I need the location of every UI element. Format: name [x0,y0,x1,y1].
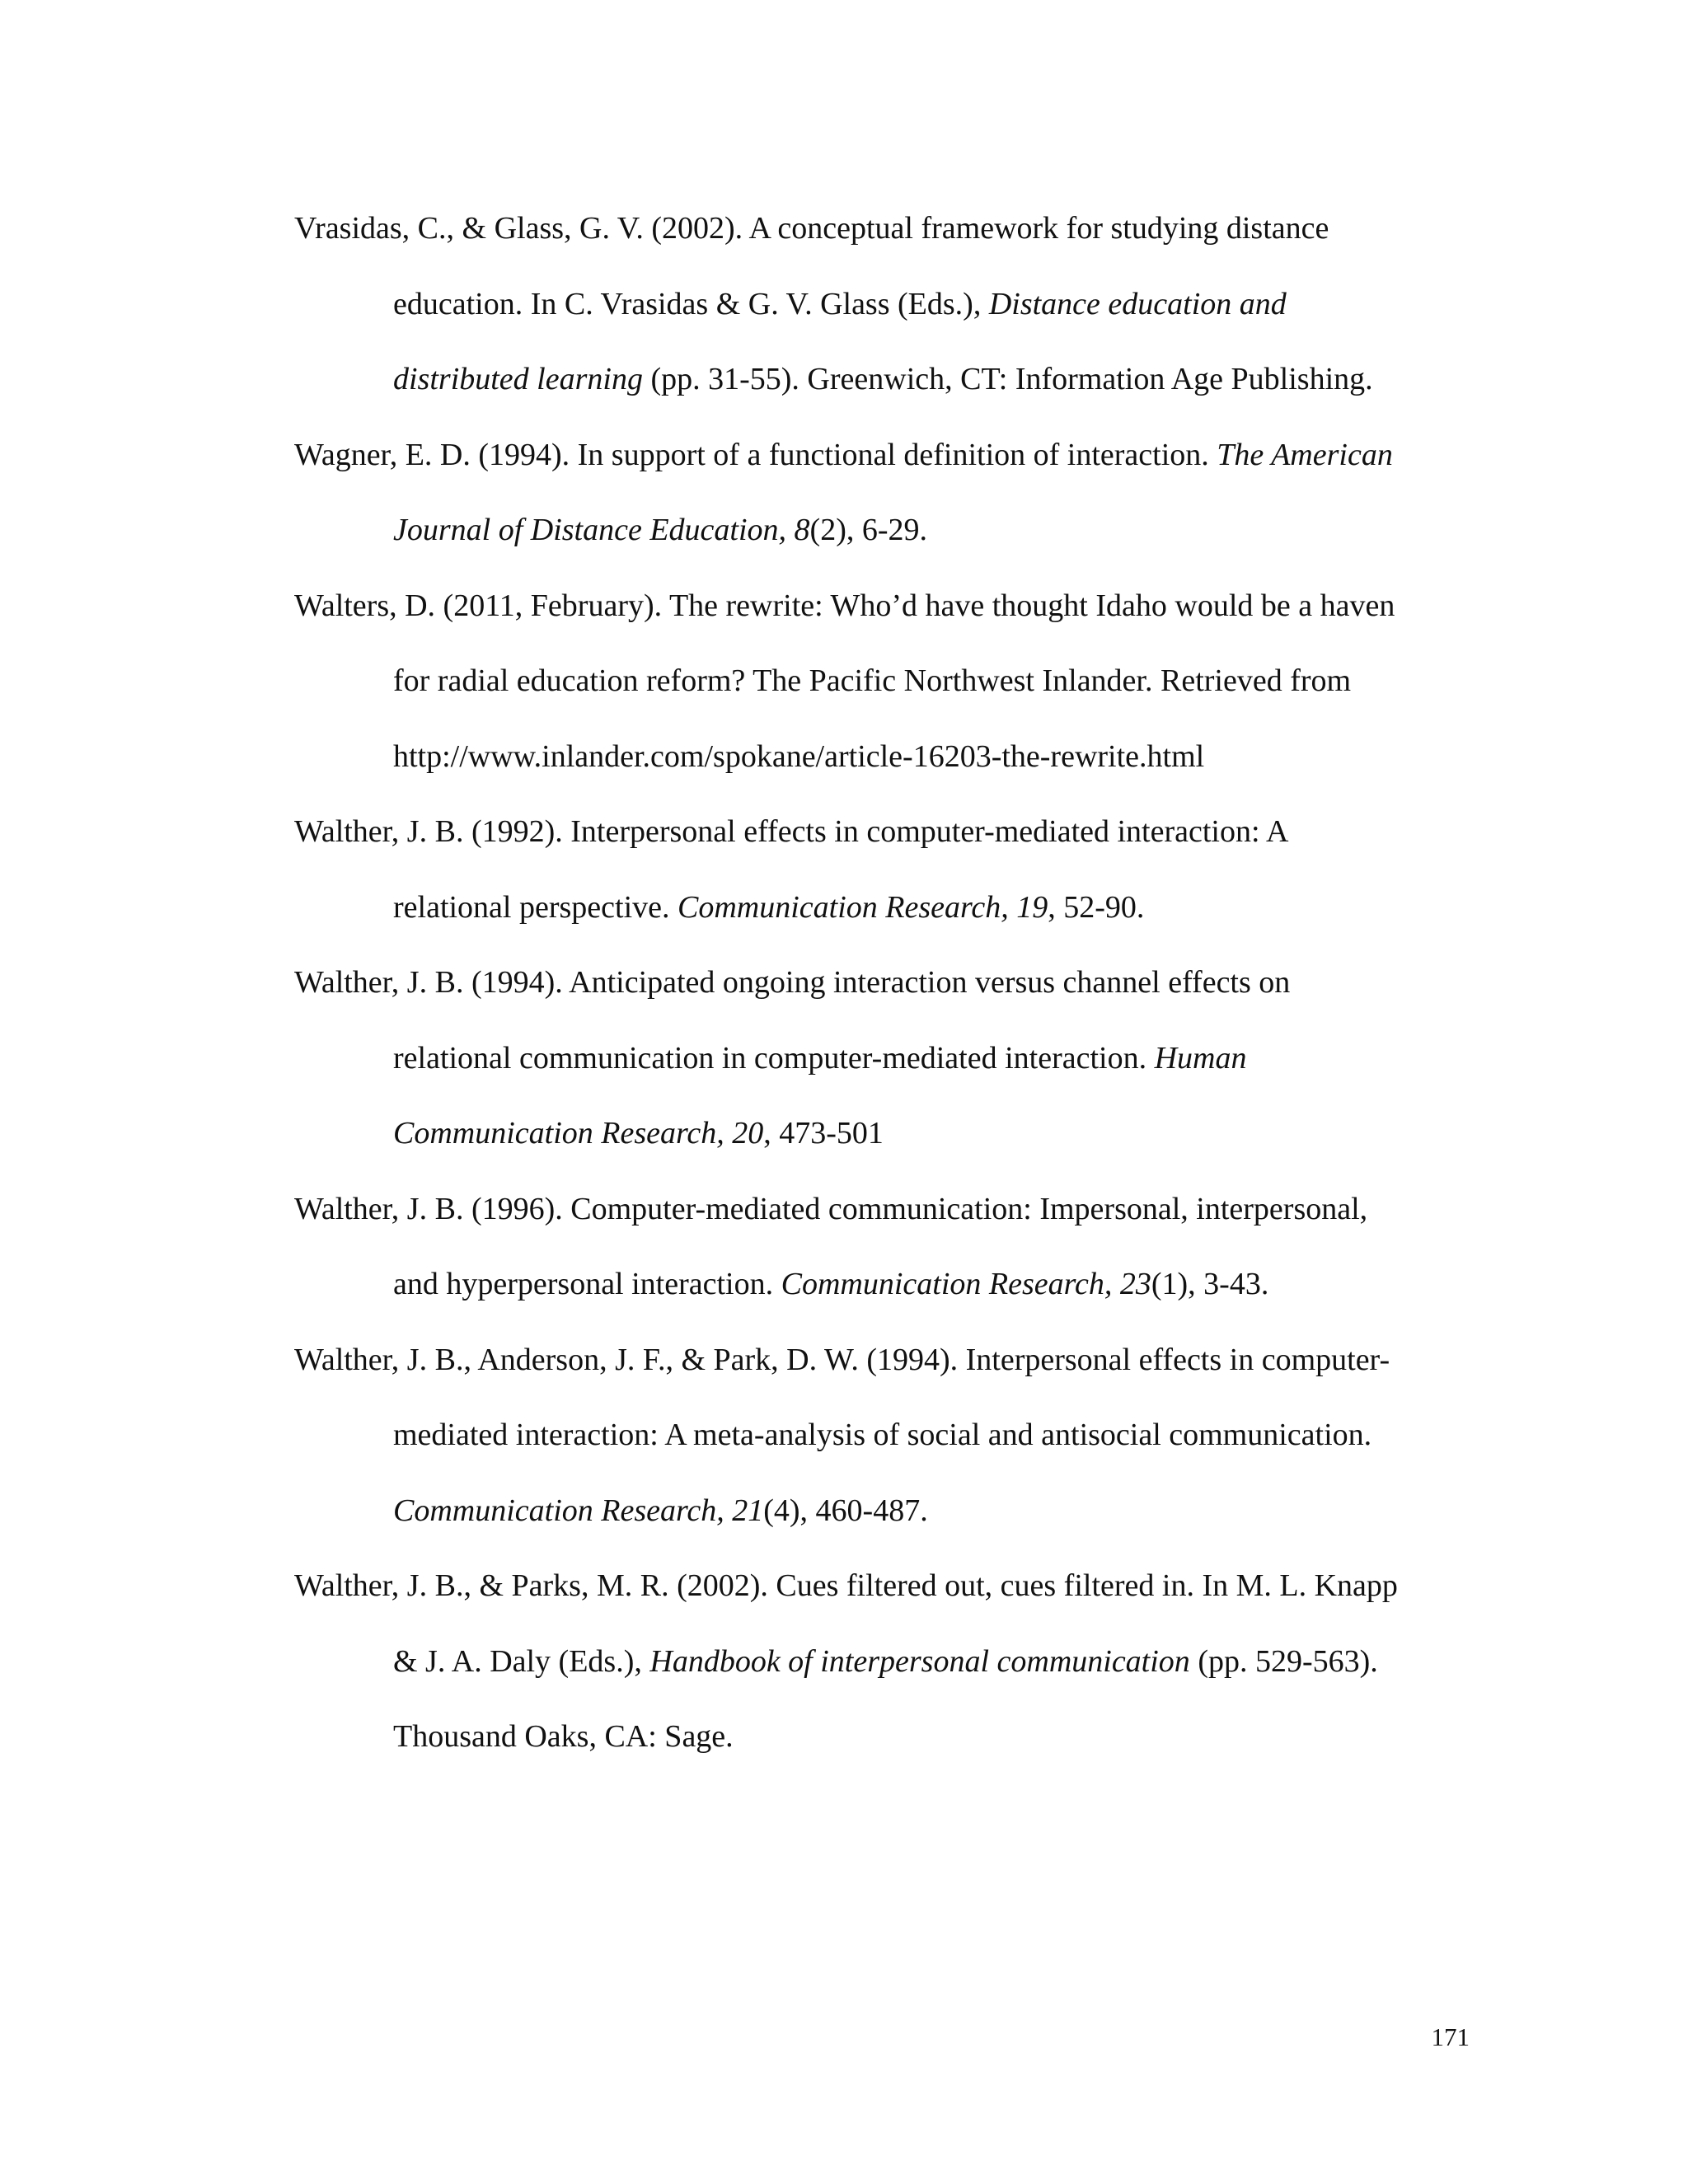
reference-text: education. In C. Vrasidas & G. V. Glass (Eds.), [393,286,989,321]
reference-italic-text: Human [1154,1040,1247,1076]
reference-italic-text: Journal of Distance Education, 8 [393,513,810,547]
reference-text: & J. A. Daly (Eds.), [393,1643,650,1679]
reference-text: Thousand Oaks, CA: Sage. [393,1719,734,1754]
reference-entry [294,945,1448,1172]
reference-entry [294,191,1448,418]
reference-italic-text: Handbook of interpersonal communication [649,1643,1190,1679]
reference-italic-text: Communication Research, 19 [678,889,1048,925]
reference-text: , 473-501 [763,1116,884,1151]
reference-entry [294,1549,1448,1775]
reference-text: Walters, D. (2011, February). The rewrite: Who’d have thought Idaho would be a haven [294,588,1395,623]
reference-text: Walther, J. B. (1994). Anticipated ongoing interaction versus channel effects on [294,965,1291,1000]
reference-entry [294,418,1448,569]
reference-text: relational perspective. [393,889,678,925]
reference-italic-text: Communication Research, 21 [393,1493,764,1528]
reference-entry [294,794,1448,945]
reference-text: Wagner, E. D. (1994). In support of a functional definition of interaction. [294,437,1217,472]
reference-italic-text: Communication Research, 20 [393,1116,764,1151]
reference-text: (2), 6-29. [809,513,928,547]
reference-text: (4), 460-487. [763,1493,928,1528]
reference-text: relational communication in computer-mediated interaction. [393,1040,1155,1076]
reference-italic-text: The American [1217,437,1393,472]
reference-entry [294,569,1448,795]
reference-italic-text: Distance education and [988,286,1287,321]
reference-text: Walther, J. B. (1996). Computer-mediated communication: Impersonal, interpersonal, [294,1191,1368,1226]
reference-italic-text: Communication Research, 23 [781,1267,1151,1301]
reference-text: http://www.inlander.com/spokane/article-16203-the-rewrite.html [393,738,1205,774]
reference-text: (pp. 529-563). [1189,1643,1378,1679]
reference-text: Walther, J. B., & Parks, M. R. (2002). Cues filtered out, cues filtered in. In M. L. Knapp [294,1568,1398,1603]
reference-text: and hyperpersonal interaction. [393,1267,781,1301]
reference-text: Walther, J. B., Anderson, J. F., & Park, D. W. (1994). Interpersonal effects in computer- [294,1342,1390,1377]
reference-entry [294,1323,1448,1549]
reference-text: mediated interaction: A meta-analysis of social and antisocial communication. [393,1418,1372,1452]
reference-list [294,191,1448,1775]
reference-italic-text: distributed learning [393,362,643,396]
reference-text: (1), 3-43. [1151,1267,1269,1301]
reference-text: Walther, J. B. (1992). Interpersonal effects in computer-mediated interaction: A [294,814,1289,849]
reference-text: (pp. 31-55). Greenwich, CT: Information Age Publishing. [642,362,1373,396]
page-number: 171 [1431,2022,1470,2051]
reference-entry [294,1172,1448,1323]
reference-text: , 52-90. [1048,889,1145,925]
reference-text: for radial education reform? The Pacific Northwest Inlander. Retrieved from [393,663,1352,698]
reference-text: Vrasidas, C., & Glass, G. V. (2002). A conceptual framework for studying distance [294,211,1329,246]
